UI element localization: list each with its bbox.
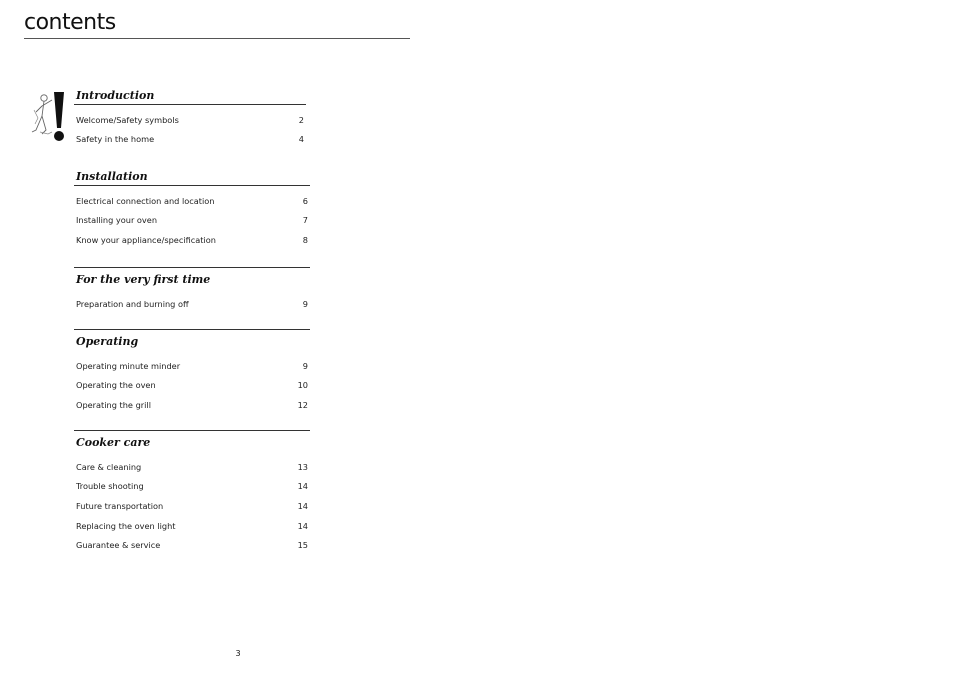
toc-entry-label: Operating the grill: [76, 399, 151, 410]
toc-entry-label: Safety in the home: [76, 134, 155, 145]
toc-entry-page: 10: [297, 380, 308, 391]
toc-entry[interactable]: [74, 535, 310, 555]
section-heading: Cooker care: [76, 436, 151, 449]
toc-entry[interactable]: [74, 496, 310, 516]
toc-entry-page: 9: [302, 360, 308, 371]
page-title: contents: [24, 10, 116, 35]
toc-entry-page: 4: [298, 134, 304, 145]
toc-entry-label: Future transportation: [76, 500, 164, 511]
section-operating: [74, 329, 310, 415]
toc-entry-page: 9: [302, 298, 308, 309]
toc-entry-label: Guarantee & service: [76, 540, 161, 551]
toc-entry[interactable]: [74, 395, 310, 415]
toc-entry-label: Preparation and burning off: [76, 298, 189, 309]
section-introduction: [74, 88, 306, 149]
toc-entry[interactable]: [74, 211, 310, 231]
toc-entry[interactable]: [74, 457, 310, 477]
section-heading: For the very first time: [76, 273, 211, 286]
heading-divider: [74, 185, 310, 186]
toc-entry-label: Welcome/Safety symbols: [76, 114, 179, 125]
section-heading: Introduction: [76, 89, 155, 102]
toc-entry-page: 13: [297, 461, 308, 472]
section-installation: [74, 169, 310, 250]
section-first-time: [74, 267, 310, 314]
toc-entry-page: 15: [297, 540, 308, 551]
toc-entry-page: 8: [302, 234, 308, 245]
toc-entry-label: Replacing the oven light: [76, 520, 176, 531]
toc-entry-page: 14: [297, 500, 308, 511]
toc-entry-page: 14: [297, 481, 308, 492]
toc-entry[interactable]: [74, 516, 310, 536]
heading-divider: [74, 104, 306, 105]
toc-entry-label: Know your appliance/specification: [76, 234, 216, 245]
toc-entry-label: Electrical connection and location: [76, 195, 215, 206]
section-cooker-care: [74, 430, 310, 555]
toc-entry[interactable]: [74, 230, 310, 250]
toc-entry-page: 6: [302, 195, 308, 206]
toc-entry-label: Installing your oven: [76, 215, 158, 226]
page-number: 3: [235, 649, 241, 658]
toc-entry-page: 14: [297, 520, 308, 531]
title-divider: [24, 38, 410, 39]
toc-entry[interactable]: [74, 130, 306, 150]
toc-entry[interactable]: [74, 356, 310, 376]
toc-entry[interactable]: [74, 376, 310, 396]
toc-entry-label: Trouble shooting: [76, 481, 144, 492]
toc-entry[interactable]: [74, 477, 310, 497]
toc-entry[interactable]: [74, 110, 306, 130]
toc-entry-label: Operating minute minder: [76, 360, 181, 371]
toc-entry-page: 12: [297, 399, 308, 410]
toc-entry-page: 2: [298, 114, 304, 125]
toc-entry-page: 7: [302, 215, 308, 226]
toc-entry-label: Care & cleaning: [76, 461, 142, 472]
toc-entry-label: Operating the oven: [76, 380, 156, 391]
section-heading: Operating: [76, 335, 139, 348]
section-heading: Installation: [76, 170, 148, 183]
warning-figure-icon: [30, 88, 72, 144]
toc-entry[interactable]: [74, 191, 310, 211]
toc-entry[interactable]: [74, 294, 310, 314]
